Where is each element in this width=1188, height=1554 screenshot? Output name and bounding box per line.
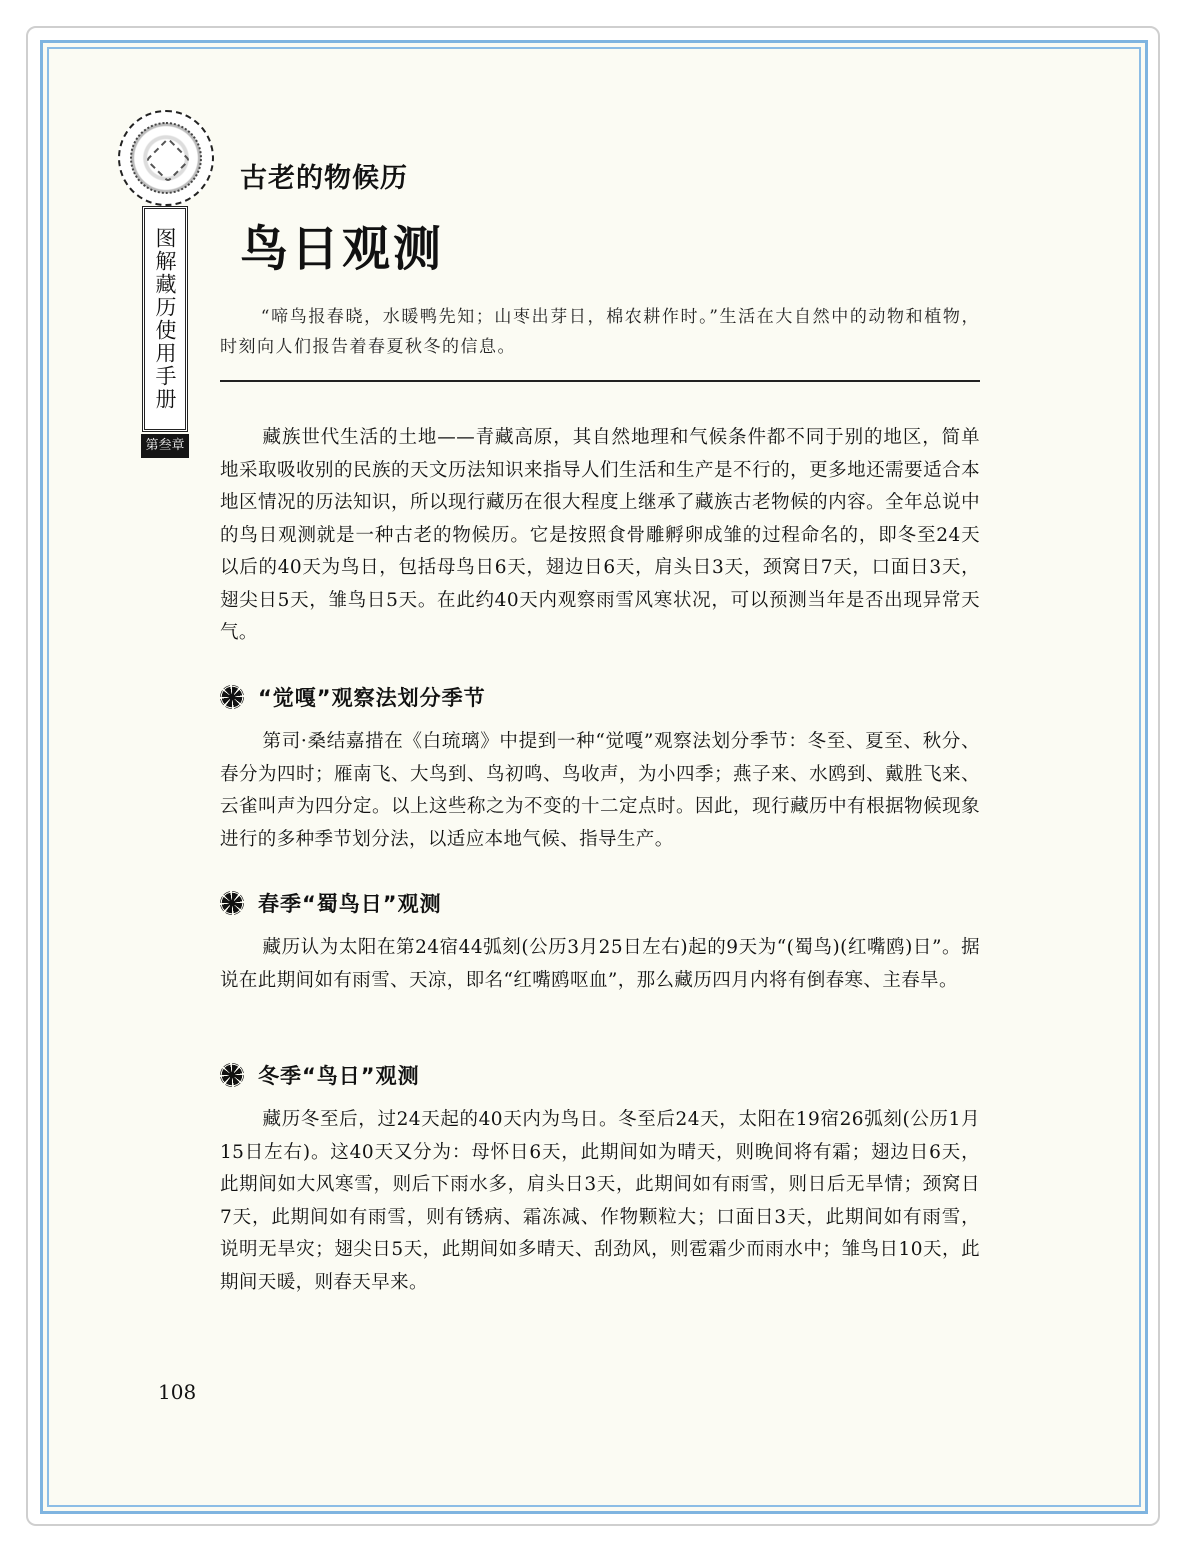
flower-bullet-icon bbox=[220, 685, 244, 709]
section-heading-text: 冬季“鸟日”观测 bbox=[258, 1064, 420, 1088]
vertical-book-title bbox=[142, 206, 188, 432]
chapter-tab: 第叁章 bbox=[141, 434, 189, 458]
section-heading bbox=[220, 888, 980, 918]
flower-bullet-icon bbox=[220, 891, 244, 915]
ornament-emblem-icon bbox=[118, 110, 214, 206]
page-subtitle: 古老的物候历 bbox=[240, 163, 408, 194]
body-paragraph: 藏族世代生活的土地——青藏高原，其自然地理和气候条件都不同于别的地区，简单地采取吸收别的民族的天文历法知识来指导人们生活和生产是不行的，更多地还需要适合本地区情况的历法知识，所以现行藏历在很大程度上继承了藏族古老物候的内容。全年总说中的鸟日观测就是一种古老的物候历。它是按照食骨雕孵卵成雏的过程命名的，即冬至24天以后的40天为鸟日，包括母鸟日6天，翅边日6天，肩头日3天，颈窝日7天，口面日3天，翅尖日5天，雏鸟日5天。在此约40天内观察雨雪风寒状况，可以预测当年是否出现异常天气。 bbox=[220, 427, 980, 643]
flower-bullet-icon bbox=[220, 1063, 244, 1087]
intro-quote: “啼鸟报春晓，水暖鸭先知；山枣出芽日，棉农耕作时。”生活在大自然中的动物和植物，时刻向人们报告着春夏秋冬的信息。 bbox=[220, 307, 980, 357]
divider bbox=[220, 380, 980, 382]
vertical-book-title-text: 图解藏历使用手册 bbox=[153, 227, 177, 411]
section-paragraph: 第司·桑结嘉措在《白琉璃》中提到一种“觉嘎”观察法划分季节：冬至、夏至、秋分、春分为四时；雁南飞、大鸟到、鸟初鸣、鸟收声，为小四季；燕子来、水鸥到、戴胜飞来、云雀叫声为四分定。以上这些称之为不变的十二定点时。因此，现行藏历中有根据物候现象进行的多种季节划分法，以适应本地气候、指导生产。 bbox=[220, 731, 980, 850]
section-heading-text: “觉嘎”观察法划分季节 bbox=[258, 686, 486, 710]
section-heading bbox=[220, 1060, 980, 1090]
section-heading bbox=[220, 682, 980, 712]
section-paragraph: 藏历冬至后，过24天起的40天内为鸟日。冬至后24天，太阳在19宿26弧刻(公历1月15日左右)。这40天又分为：母怀日6天，此期间如为晴天，则晚间将有霜；翅边日6天，此期间如大风寒雪，则后下雨水多，肩头日3天，此期间如有雨雪，则日后无旱情；颈窝日7天，此期间如有雨雪，则有锈病、霜冻减、作物颗粒大；口面日3天，此期间如有雨雪，说明无旱灾；翅尖日5天，此期间如多晴天、刮劲风，则雹霜少而雨水中；雏鸟日10天，此期间天暖，则春天早来。 bbox=[220, 1109, 980, 1293]
page-number: 108 bbox=[158, 1380, 197, 1404]
page-title: 鸟日观测 bbox=[240, 221, 445, 277]
section-heading-text: 春季“蜀鸟日”观测 bbox=[258, 892, 442, 916]
section-paragraph: 藏历认为太阳在第24宿44弧刻(公历3月25日左右)起的9天为“(蜀鸟)(红嘴鸥)日”。据说在此期间如有雨雪、天凉，即名“红嘴鸥呕血”，那么藏历四月内将有倒春寒、主春旱。 bbox=[220, 937, 980, 991]
